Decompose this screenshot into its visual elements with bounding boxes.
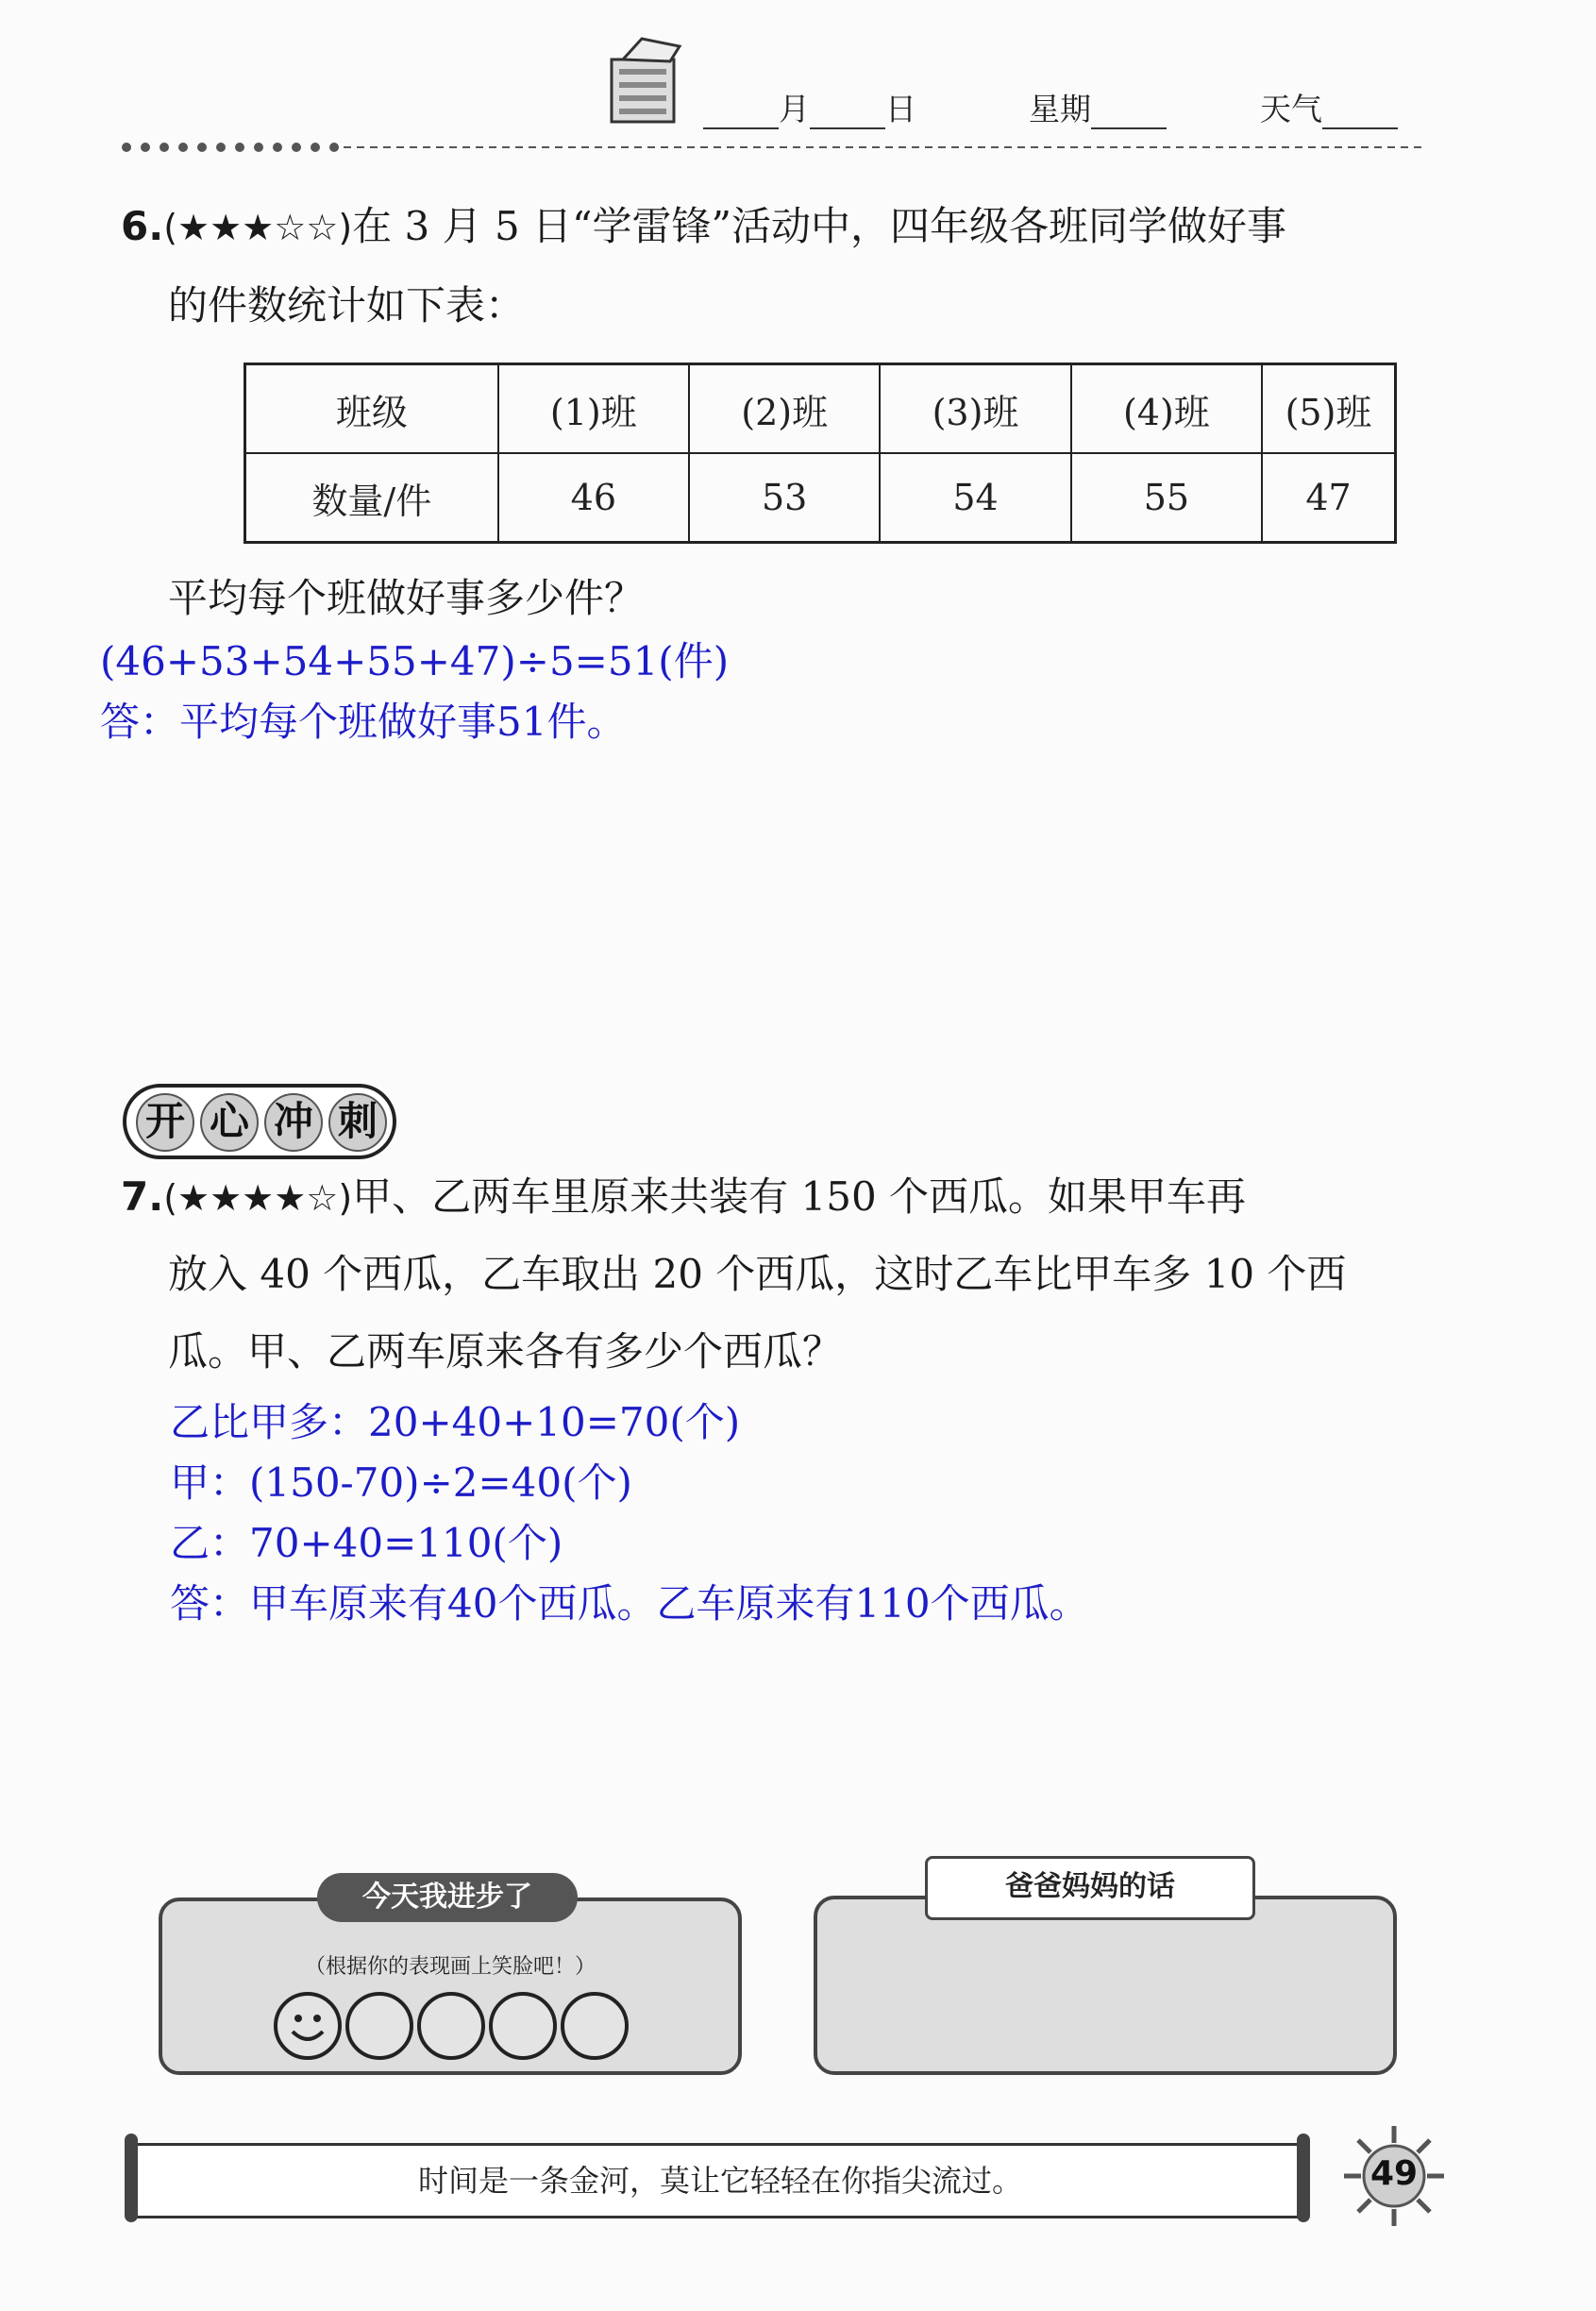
q6-text-line1: 在 3 月 5 日“学雷锋”活动中，四年级各班同学做好事 bbox=[352, 203, 1286, 249]
empty-face-circle-3[interactable] bbox=[489, 1992, 557, 2060]
month-blank[interactable] bbox=[703, 93, 779, 129]
table-cell-class-3: 54 bbox=[880, 453, 1070, 543]
good-deeds-table bbox=[244, 363, 1397, 544]
badge-char-2: 心 bbox=[200, 1093, 259, 1152]
q7-line3: 瓜。甲、乙两车原来各有多少个西瓜？ bbox=[168, 1328, 843, 1375]
page-number: 49 bbox=[1369, 2154, 1419, 2193]
smiley-face-icon[interactable] bbox=[274, 1992, 342, 2060]
q7-answer-line2: 甲：(150-70)÷2=40(个) bbox=[170, 1459, 632, 1506]
q6-line1 bbox=[121, 203, 1286, 249]
weather-field bbox=[1260, 85, 1398, 129]
badge-char-4: 刺 bbox=[328, 1093, 387, 1152]
weekday-blank[interactable] bbox=[1091, 93, 1167, 129]
section-badge bbox=[123, 1084, 396, 1159]
parents-box-title: 爸爸妈妈的话 bbox=[925, 1856, 1255, 1920]
weather-blank[interactable] bbox=[1322, 93, 1398, 129]
parents-comment-box[interactable] bbox=[814, 1896, 1397, 2075]
table-header-class-4: (4)班 bbox=[1071, 364, 1262, 454]
date-fields bbox=[703, 85, 916, 129]
scroll-roll-left bbox=[125, 2134, 138, 2222]
table-header-class-3: (3)班 bbox=[880, 364, 1070, 454]
badge-char-3: 冲 bbox=[264, 1093, 323, 1152]
header-divider bbox=[121, 142, 1423, 153]
empty-face-circle-1[interactable] bbox=[345, 1992, 413, 2060]
motto-banner bbox=[132, 2143, 1308, 2218]
table-header-label: 班级 bbox=[245, 364, 498, 454]
day-label: 日 bbox=[885, 91, 916, 127]
calendar-icon bbox=[604, 33, 689, 127]
day-blank[interactable] bbox=[810, 93, 885, 129]
table-cell-class-1: 46 bbox=[498, 453, 689, 543]
badge-char-1: 开 bbox=[136, 1093, 194, 1152]
q6-stars: (★★★☆☆) bbox=[163, 207, 353, 248]
weather-label: 天气 bbox=[1260, 91, 1322, 127]
empty-face-circle-4[interactable] bbox=[561, 1992, 629, 2060]
progress-title: 今天我进步了 bbox=[317, 1873, 578, 1922]
q7-line1 bbox=[121, 1173, 1247, 1220]
scroll-roll-right bbox=[1297, 2134, 1310, 2222]
q6-answer-text: 答：平均每个班做好事51件。 bbox=[100, 699, 627, 745]
table-header-class-1: (1)班 bbox=[498, 364, 689, 454]
table-cell-class-5: 47 bbox=[1262, 453, 1395, 543]
table-data-row bbox=[245, 453, 1396, 543]
table-header-row bbox=[245, 364, 1396, 454]
q7-answer-line4: 答：甲车原来有40个西瓜。乙车原来有110个西瓜。 bbox=[170, 1580, 1089, 1627]
table-header-class-5: (5)班 bbox=[1262, 364, 1395, 454]
table-header-class-2: (2)班 bbox=[689, 364, 880, 454]
empty-face-circle-2[interactable] bbox=[417, 1992, 485, 2060]
q6-line2: 的件数统计如下表： bbox=[168, 282, 526, 329]
table-row-label: 数量/件 bbox=[245, 453, 498, 543]
q7-answer-line3: 乙：70+40=110(个) bbox=[170, 1520, 563, 1566]
month-label: 月 bbox=[779, 91, 810, 127]
weekday-field bbox=[1029, 85, 1167, 129]
q7-text-line1: 甲、乙两车里原来共装有 150 个西瓜。如果甲车再 bbox=[352, 1173, 1247, 1220]
q7-line2: 放入 40 个西瓜，乙车取出 20 个西瓜，这时乙车比甲车多 10 个西 bbox=[168, 1251, 1347, 1297]
q6-answer-calc: (46+53+54+55+47)÷5=51(件) bbox=[100, 638, 730, 684]
q7-answer-line1: 乙比甲多：20+40+10=70(个) bbox=[170, 1399, 741, 1445]
q6-number: 6. bbox=[121, 203, 164, 249]
q7-stars: (★★★★☆) bbox=[163, 1177, 353, 1219]
table-cell-class-4: 55 bbox=[1071, 453, 1262, 543]
q6-question: 平均每个班做好事多少件？ bbox=[168, 575, 645, 621]
weekday-label: 星期 bbox=[1029, 91, 1091, 127]
q7-number: 7. bbox=[121, 1173, 164, 1220]
motto-text: 时间是一条金河，莫让它轻轻在你指尖流过。 bbox=[417, 2163, 1022, 2199]
table-cell-class-2: 53 bbox=[689, 453, 880, 543]
progress-box bbox=[159, 1898, 742, 2075]
progress-subtitle: （根据你的表现画上笑脸吧！） bbox=[304, 1955, 596, 1979]
